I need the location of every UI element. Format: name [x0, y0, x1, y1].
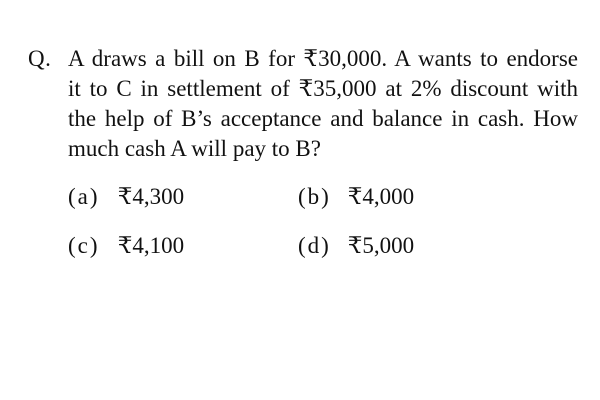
option-b-value: ₹4,000 [347, 184, 415, 209]
question-number: Q. [28, 46, 52, 71]
question-line-4: much cash A will pay to B? [68, 136, 321, 161]
option-a-label: (a) [68, 184, 100, 209]
options-row-2 [68, 231, 548, 280]
question-line-2: it to C in settlement of ₹35,000 at 2% discount with [68, 76, 578, 101]
option-c-label: (c) [68, 233, 100, 258]
question-line-1: A draws a bill on B for ₹30,000. A wants to endorse [68, 46, 578, 71]
option-b-label: (b) [298, 184, 331, 209]
option-a[interactable] [68, 182, 184, 212]
question-line-3: the help of B’s acceptance and balance in cash. How [68, 106, 578, 131]
option-c-value: ₹4,100 [117, 233, 185, 258]
question-text [68, 44, 578, 164]
option-d[interactable] [298, 231, 414, 261]
option-c[interactable] [68, 231, 184, 261]
options-row-1 [68, 182, 548, 231]
option-d-label: (d) [298, 233, 331, 258]
option-d-value: ₹5,000 [347, 233, 415, 258]
option-b[interactable] [298, 182, 414, 212]
answer-options [68, 182, 548, 280]
option-a-value: ₹4,300 [117, 184, 185, 209]
